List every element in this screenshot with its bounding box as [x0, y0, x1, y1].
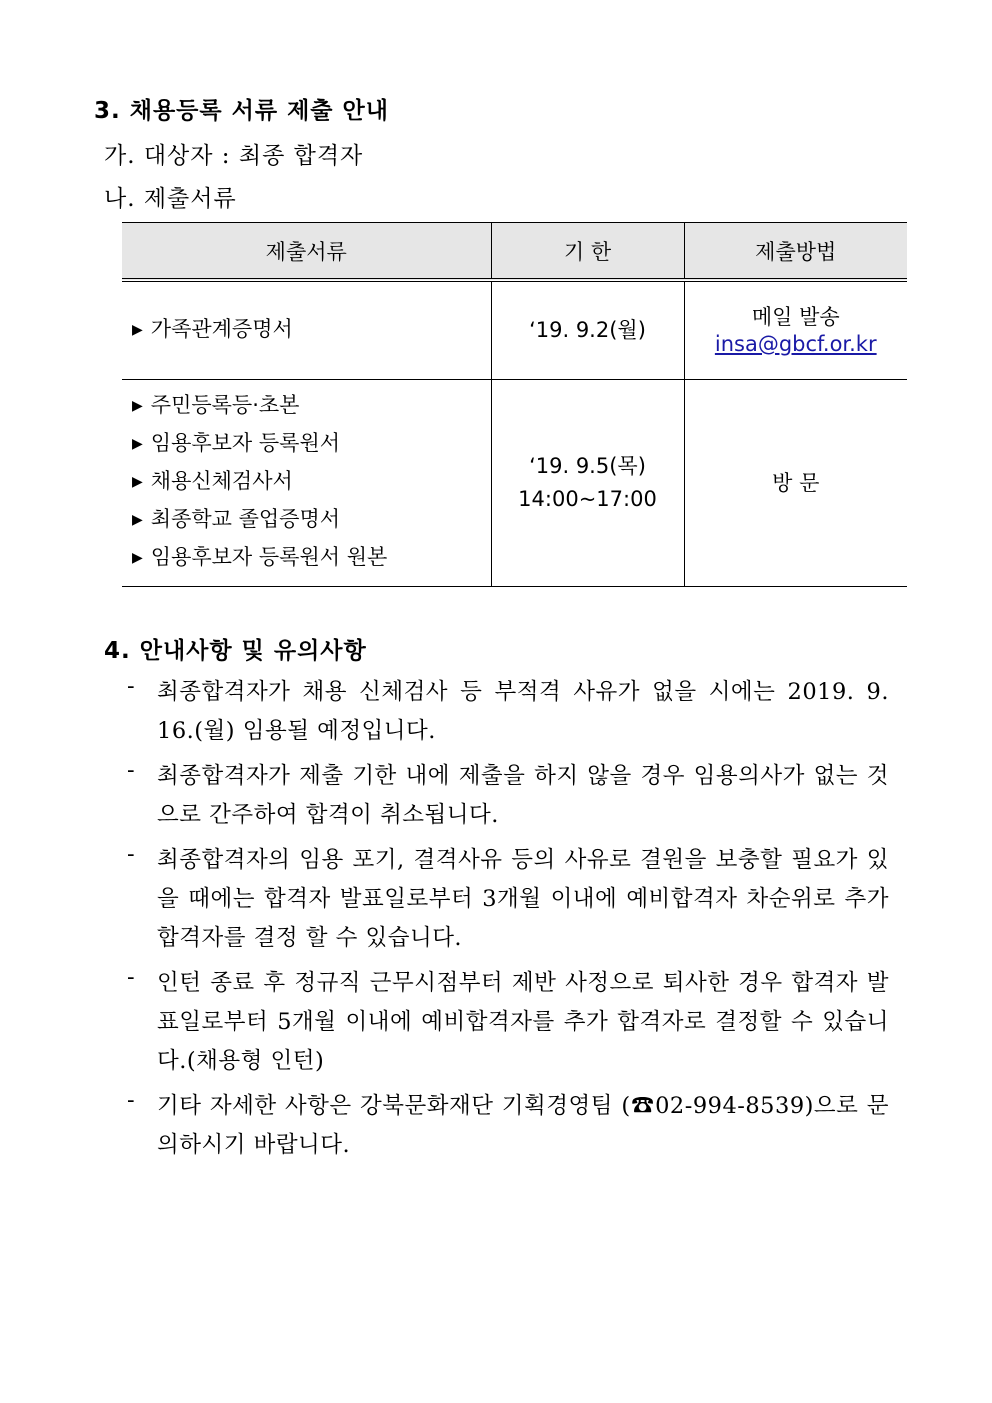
docs-line: 나. 제출서류	[104, 186, 237, 212]
row2-deadline-date: ‘19. 9.5(목)	[529, 454, 646, 478]
row1-method-cell	[684, 280, 907, 380]
header-method: 제출방법	[684, 223, 907, 281]
row2-deadline-cell	[491, 380, 684, 587]
row1-documents-cell	[122, 280, 491, 380]
notice-text: 최종합격자의 임용 포기, 결격사유 등의 사유로 결원을 보충할 필요가 있을 때에는 합격자 발표일로부터 3개월 이내에 예비합격자 차순위로 추가 합격자를 결정 할 수 있습니다.	[157, 847, 889, 951]
row2-method: 방 문	[772, 470, 820, 495]
triangle-bullet-icon: ▶	[132, 474, 143, 490]
list-item	[132, 540, 491, 578]
triangle-bullet-icon: ▶	[132, 512, 143, 528]
list-item	[127, 757, 889, 835]
dash-bullet: -	[127, 673, 135, 699]
row2-documents-cell	[122, 380, 491, 587]
triangle-bullet-icon: ▶	[132, 321, 143, 338]
list-item	[132, 464, 491, 502]
notice-text: 기타 자세한 사항은 강북문화재단 기획경영팀 (☎02-994-8539)으로 문의하시기 바랍니다.	[157, 1093, 889, 1158]
list-item	[132, 312, 491, 350]
row1-deadline-cell	[491, 280, 684, 380]
list-item	[127, 1087, 889, 1165]
row1-method: 메일 발송	[751, 305, 840, 329]
row2-deadline-time: 14:00~17:00	[518, 487, 657, 511]
triangle-bullet-icon: ▶	[132, 436, 143, 452]
dash-bullet: -	[127, 841, 135, 867]
row2-method-cell	[684, 380, 907, 587]
header-documents: 제출서류	[122, 223, 491, 281]
table-row	[122, 280, 907, 380]
document-name: 임용후보자 등록원서 원본	[150, 545, 388, 569]
dash-bullet: -	[127, 1087, 135, 1113]
section-3-title: 3. 채용등록 서류 제출 안내	[94, 98, 389, 124]
document-name: 가족관계증명서	[150, 316, 293, 341]
email-link[interactable]: insa@gbcf.or.kr	[714, 332, 877, 356]
dash-bullet: -	[127, 757, 135, 783]
document-name: 주민등록등·초본	[150, 393, 300, 417]
notice-text: 인턴 종료 후 정규직 근무시점부터 제반 사정으로 퇴사한 경우 합격자 발표일로부터 5개월 이내에 예비합격자를 추가 합격자로 결정할 수 있습니다.(채용형 인턴)	[157, 970, 889, 1074]
list-item	[127, 673, 889, 751]
table-header-row	[122, 223, 907, 281]
triangle-bullet-icon: ▶	[132, 550, 143, 566]
submission-documents-table	[122, 222, 907, 587]
list-item	[127, 841, 889, 958]
notice-text: 최종합격자가 제출 기한 내에 제출을 하지 않을 경우 임용의사가 없는 것으로 간주하여 합격이 취소됩니다.	[157, 763, 889, 828]
list-item	[127, 964, 889, 1081]
list-item	[132, 426, 491, 464]
table-row	[122, 380, 907, 587]
dash-bullet: -	[127, 964, 135, 990]
target-line: 가. 대상자 : 최종 합격자	[104, 143, 364, 169]
header-deadline: 기 한	[491, 223, 684, 281]
section-4-title: 4. 안내사항 및 유의사항	[104, 638, 367, 664]
triangle-bullet-icon: ▶	[132, 398, 143, 414]
list-item	[132, 388, 491, 426]
row1-deadline: ‘19. 9.2(월)	[529, 318, 646, 342]
notice-text: 최종합격자가 채용 신체검사 등 부적격 사유가 없을 시에는 2019. 9. 16.(월) 임용될 예정입니다.	[157, 679, 889, 744]
list-item	[132, 502, 491, 540]
notice-list	[127, 673, 889, 1171]
document-name: 최종학교 졸업증명서	[150, 507, 341, 531]
document-name: 채용신체검사서	[150, 469, 293, 493]
document-name: 임용후보자 등록원서	[150, 431, 341, 455]
